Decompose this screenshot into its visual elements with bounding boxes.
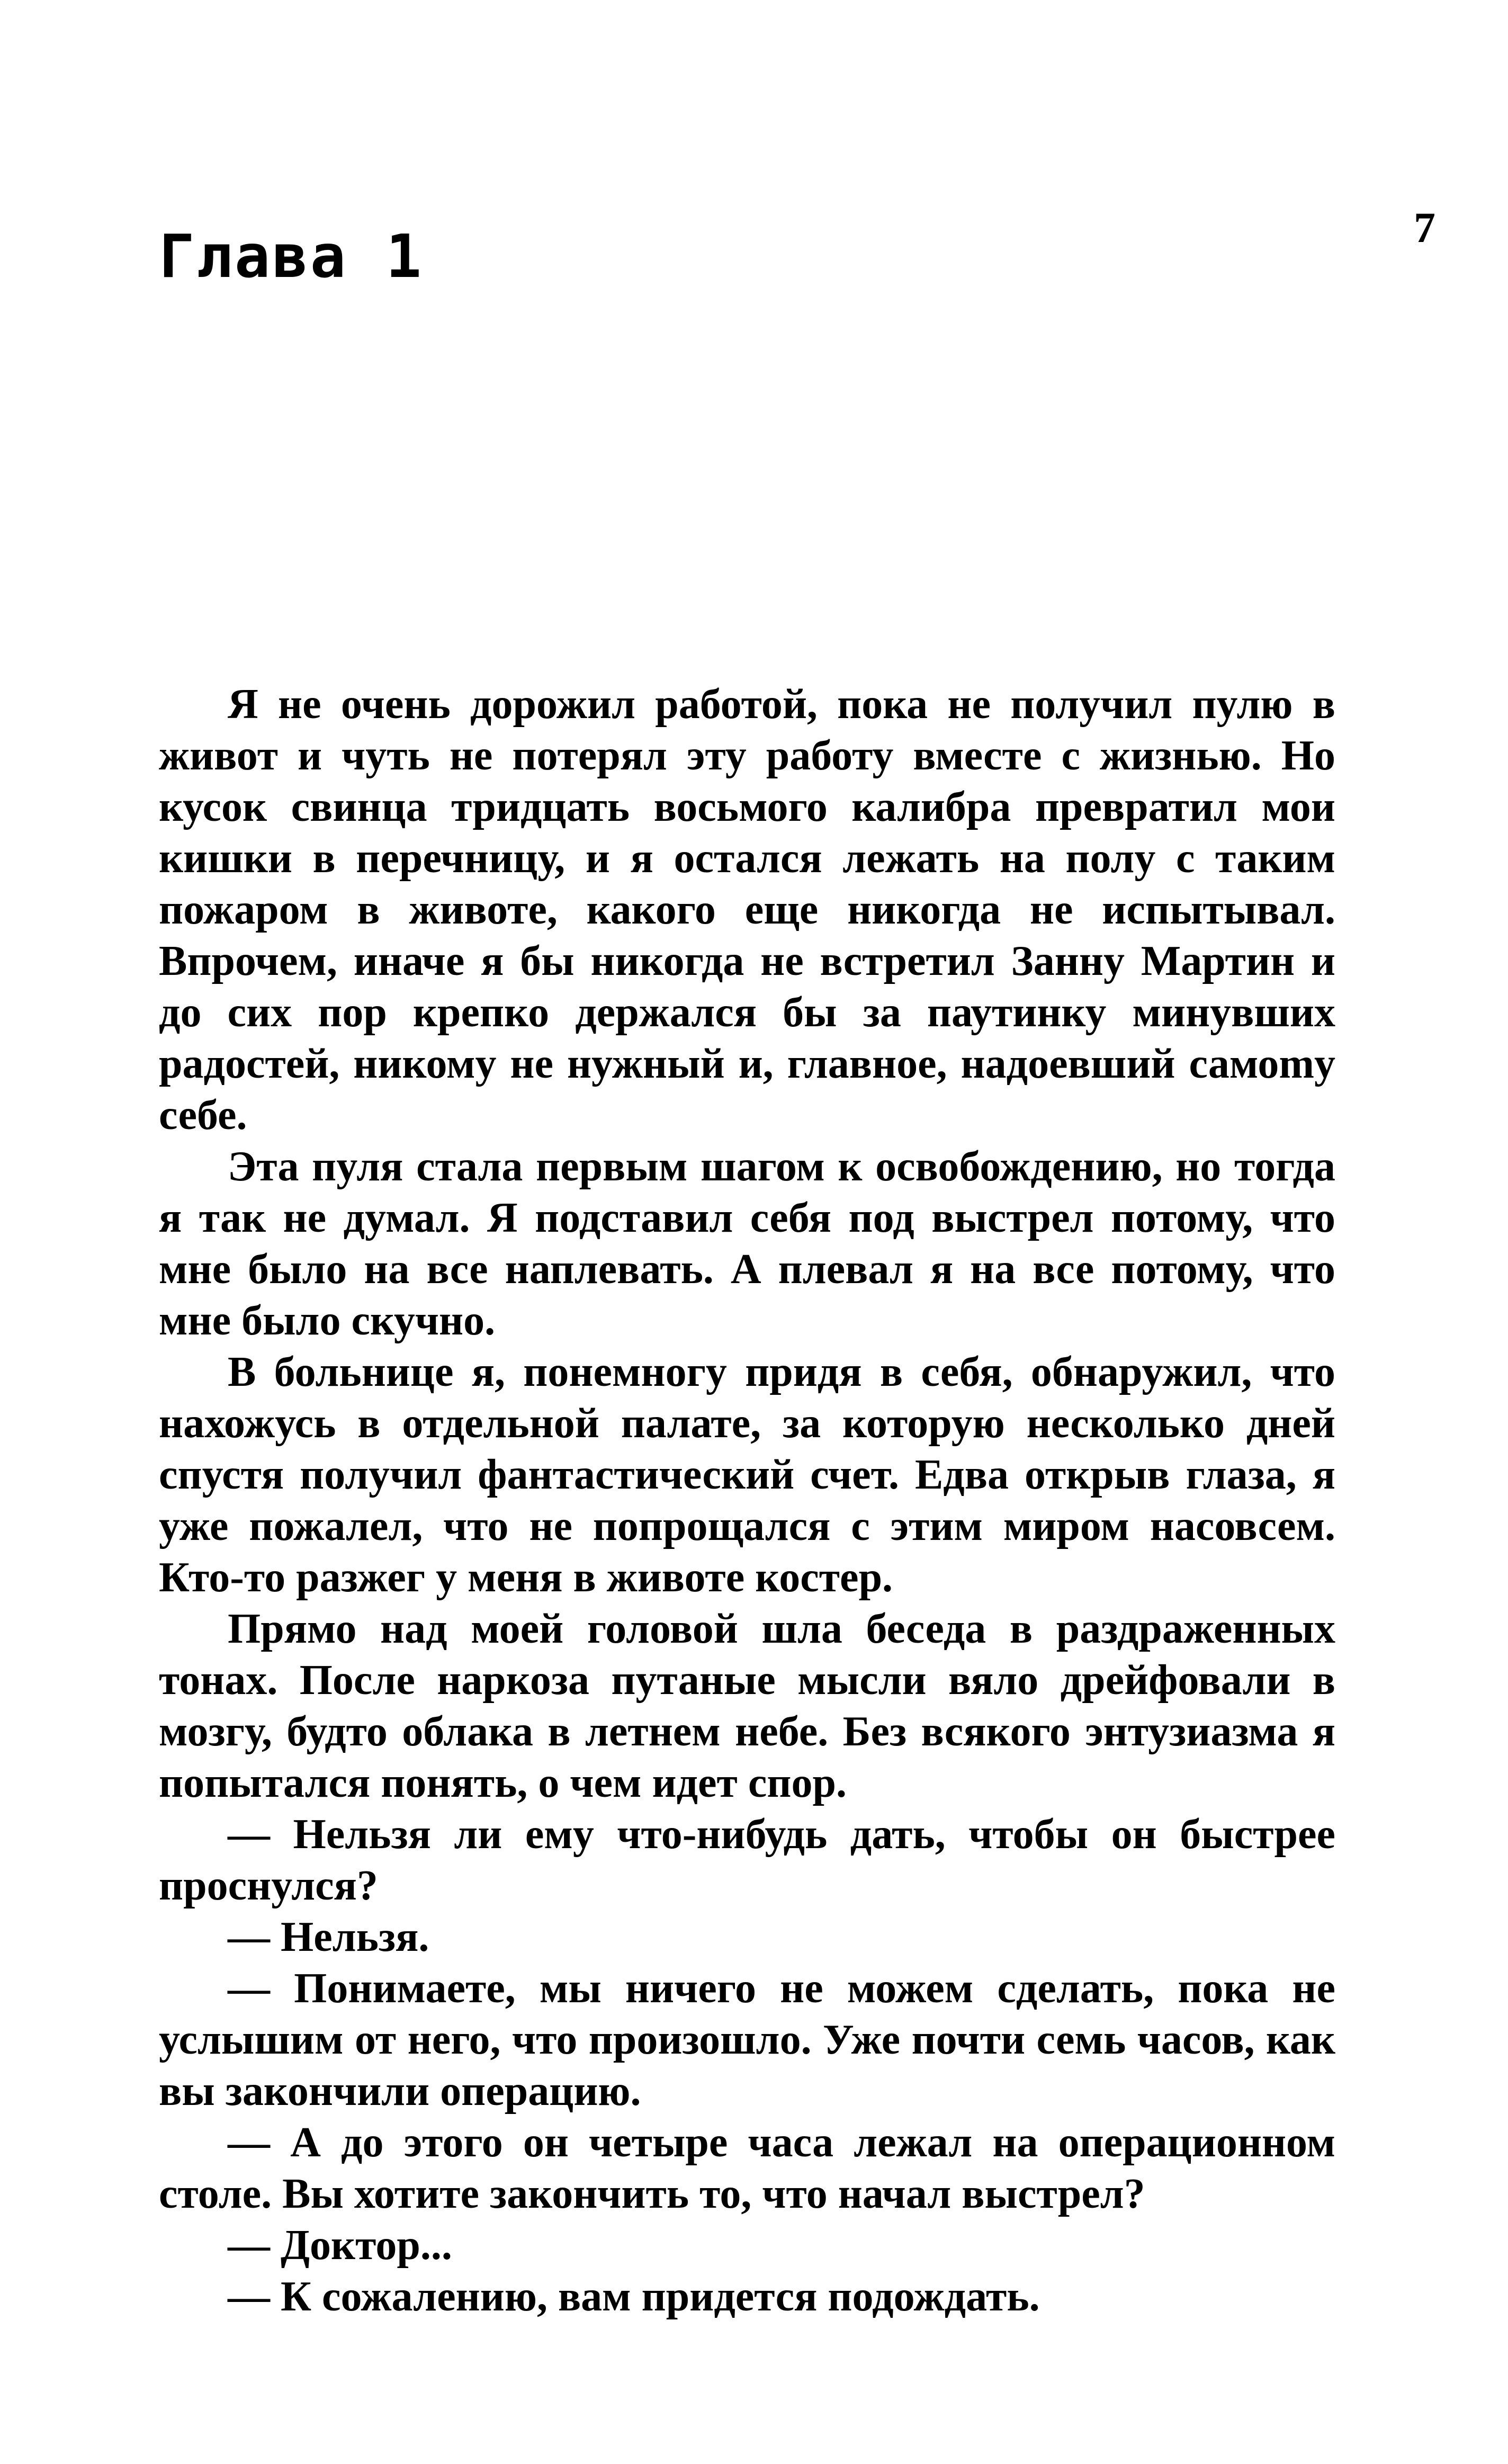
paragraph: В больнице я, понемногу придя в себя, обнаружил, что нахожусь в отдельной палате, за которую несколько дней спустя получил фантастический счет. Едва открыв глаза, я уже пожалел, что не попрощался с этим миром насовсем. Кто-то разжег у меня в животе костер.	[159, 1349, 1335, 1601]
dialogue-line: — Нельзя ли ему что-нибудь дать, чтобы он быстрее проснулся?	[159, 1811, 1335, 1909]
dialogue-line: — Понимаете, мы ничего не можем сделать, пока не услышим от него, что произошло. Уже почти семь часов, как вы закончили операцию.	[159, 1965, 1335, 2114]
dialogue-line: — К сожалению, вам придется подождать.	[228, 2273, 1040, 2320]
paragraph: Эта пуля стала первым шагом к освобождению, но тогда я так не думал. Я подставил себя под выстрел потому, что мне было на все наплевать. А плевал я на все потому, что мне было скучно.	[159, 1143, 1335, 1344]
page-number: 7	[1414, 203, 1435, 252]
dialogue-line: — Доктор...	[228, 2222, 452, 2269]
paragraph: Я не очень дорожил работой, пока не получил пулю в живот и чуть не потерял эту работу вместе с жизнью. Но кусок свинца тридцать восьмого калибра превратил мои кишки в перечницу, и я остался лежать на полу с таким пожаром в животе, какого еще никогда не испытывал. Впрочем, иначе я бы никогда не встретил Занну Мартин и до сих пор крепко держался бы за паутинку минувших радостей, никому не нужный и, главное, надоевший самоmу себе.	[159, 681, 1335, 1139]
dialogue-line: — А до этого он четыре часа лежал на операционном столе. Вы хотите закончить то, что начал выстрел?	[159, 2119, 1335, 2217]
chapter-title: Глава 1	[159, 222, 424, 291]
body-text	[159, 679, 1335, 2323]
paragraph: Прямо над моей головой шла беседа в раздраженных тонах. После наркоза путаные мысли вяло дрейфовали в мозгу, будто облака в летнем небе. Без всякого энтузиазма я попытался понять, о чем идет спор.	[159, 1606, 1335, 1806]
dialogue-line: — Нельзя.	[228, 1914, 429, 1960]
